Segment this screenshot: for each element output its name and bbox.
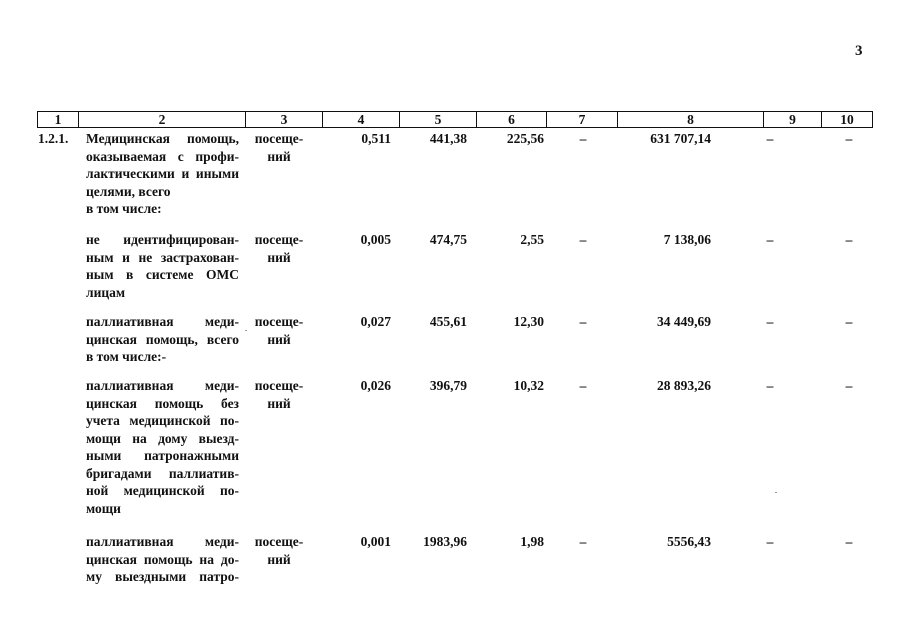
row-unit <box>249 231 309 266</box>
header-col-3: 3 <box>245 112 322 127</box>
unit-line: ний <box>267 395 291 411</box>
unit-line: посеще- <box>254 534 304 549</box>
row-col-6: 1,98 <box>520 534 544 549</box>
header-col-10: 10 <box>821 112 872 127</box>
description-line: не идентифицирован- <box>86 232 239 247</box>
row-unit <box>249 313 309 348</box>
row-col-10: – <box>845 378 853 393</box>
header-col-1: 1 <box>54 112 62 127</box>
row-col-7: – <box>579 534 587 549</box>
description-line: цинская помощь, всего <box>86 331 239 347</box>
description-line: паллиативная меди- <box>86 534 239 549</box>
description-line: му выездными патро- <box>86 569 239 584</box>
description-line: паллиативная меди- <box>86 314 239 329</box>
description-line: ными патронажными <box>86 448 239 463</box>
row-description <box>86 377 239 517</box>
header-col-2: 2 <box>78 112 245 127</box>
page-number: 3 <box>855 43 863 59</box>
row-unit <box>249 377 309 412</box>
description-line: Медицинская помощь, <box>86 131 239 146</box>
header-col-6: 6 <box>476 112 546 127</box>
scan-speck <box>775 492 777 493</box>
row-col-10: – <box>845 314 853 329</box>
row-col-4: 0,001 <box>360 534 391 549</box>
row-col-4: 0,027 <box>360 314 391 329</box>
row-col-5: 441,38 <box>429 131 467 146</box>
description-line: паллиативная меди- <box>86 378 239 393</box>
description-line: учета медицинской по- <box>86 413 239 428</box>
description-line: целями, всего <box>86 183 171 199</box>
row-col-10: – <box>845 232 853 247</box>
unit-line: ний <box>267 148 291 164</box>
description-line: мощи <box>86 500 121 516</box>
row-col-5: 455,61 <box>429 314 467 329</box>
header-col-4: 4 <box>322 112 399 127</box>
row-col-7: – <box>579 378 587 393</box>
row-col-5: 474,75 <box>429 232 467 247</box>
row-col-8: 7 138,06 <box>663 232 711 247</box>
row-description <box>86 231 239 301</box>
row-col-8: 34 449,69 <box>657 314 711 329</box>
row-col-8: 28 893,26 <box>657 378 711 393</box>
row-col-4: 0,511 <box>361 131 391 146</box>
row-col-7: – <box>579 314 587 329</box>
row-col-10: – <box>845 534 853 549</box>
unit-line: ний <box>267 551 291 567</box>
description-line: цинская помощь без <box>86 395 239 411</box>
description-line: в том числе: <box>86 201 162 216</box>
unit-line: посеще- <box>254 232 304 247</box>
row-col-9: – <box>766 378 774 393</box>
row-col-5: 1983,96 <box>423 534 467 549</box>
row-col-8: 5556,43 <box>667 534 711 549</box>
description-line: оказываемая с профи- <box>86 148 239 164</box>
description-line: ным и не застрахован- <box>86 249 239 265</box>
unit-line: посеще- <box>254 131 304 146</box>
unit-line: ний <box>267 249 291 265</box>
row-description <box>86 130 239 218</box>
description-line: бригадами паллиатив- <box>86 465 239 481</box>
row-description <box>86 533 239 586</box>
unit-line: посеще- <box>254 378 304 393</box>
row-description <box>86 313 239 366</box>
header-col-5: 5 <box>399 112 476 127</box>
scan-speck <box>245 330 247 331</box>
header-col-8: 8 <box>617 112 763 127</box>
row-col-9: – <box>766 131 774 146</box>
row-col-6: 2,55 <box>520 232 544 247</box>
description-line: мощи на дому выезд- <box>86 430 239 446</box>
row-unit <box>249 533 309 568</box>
header-col-9: 9 <box>763 112 821 127</box>
row-col-4: 0,005 <box>360 232 391 247</box>
row-col-5: 396,79 <box>429 378 467 393</box>
row-code: 1.2.1. <box>38 131 69 146</box>
row-col-8: 631 707,14 <box>650 131 711 146</box>
description-line: лицам <box>86 284 126 300</box>
row-col-10: – <box>845 131 853 146</box>
row-unit <box>249 130 309 165</box>
table-header-row <box>37 111 873 128</box>
unit-line: ний <box>267 331 291 347</box>
description-line: лактическими и иными <box>86 166 239 181</box>
description-line: цинская помощь на до- <box>86 551 239 567</box>
row-col-7: – <box>579 232 587 247</box>
row-col-6: 12,30 <box>513 314 544 329</box>
description-line: ной медицинской по- <box>86 483 239 498</box>
header-col-7: 7 <box>546 112 617 127</box>
row-col-9: – <box>766 314 774 329</box>
row-col-6: 10,32 <box>513 378 544 393</box>
row-col-4: 0,026 <box>360 378 391 393</box>
description-line: ным в системе ОМС <box>86 267 239 282</box>
row-col-9: – <box>766 232 774 247</box>
row-col-7: – <box>579 131 587 146</box>
row-col-6: 225,56 <box>506 131 544 146</box>
row-col-9: – <box>766 534 774 549</box>
unit-line: посеще- <box>254 314 304 329</box>
description-line: в том числе:- <box>86 349 167 364</box>
